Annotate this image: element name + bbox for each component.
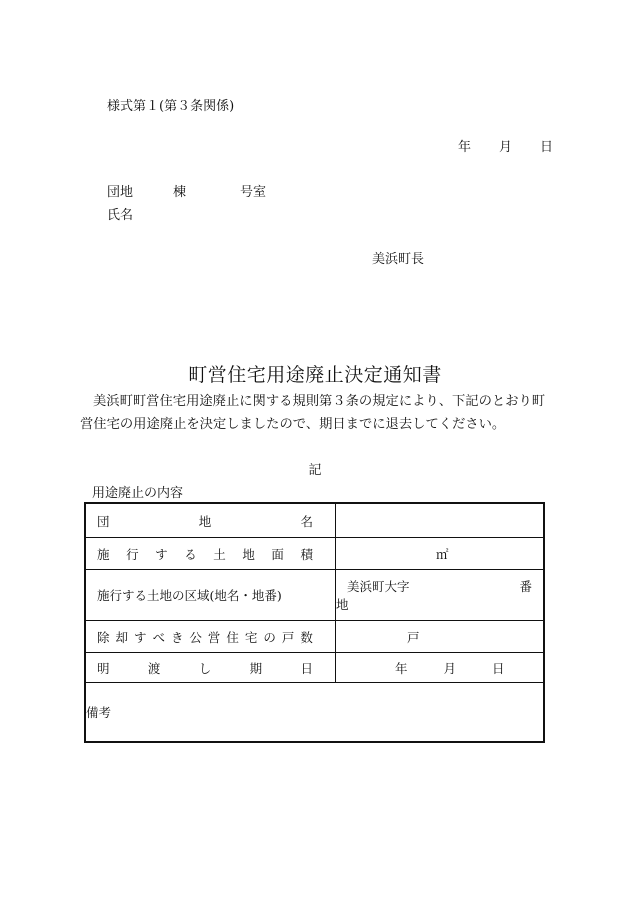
table-row xyxy=(85,683,544,743)
table-row xyxy=(85,503,544,538)
value-vacate-date xyxy=(336,653,545,683)
vacate-month: 月 xyxy=(443,660,457,676)
form-label: 様式第１(第３条関係) xyxy=(107,99,235,114)
recipient-goushitsu: 号室 xyxy=(240,185,267,200)
details-table xyxy=(84,502,545,743)
label-char: の xyxy=(263,629,276,645)
section-label: 用途廃止の内容 xyxy=(92,486,184,501)
zone-prefix: 美浜町大字 xyxy=(347,579,410,594)
label-char: 地 xyxy=(242,546,255,562)
label-char: 数 xyxy=(300,629,313,645)
date-day: 日 xyxy=(540,140,554,155)
label-char: 名 xyxy=(300,513,313,529)
remarks-label: 備考 xyxy=(86,705,112,720)
label-char: 団 xyxy=(97,513,110,529)
notice-line-1: 美浜町町営住宅用途廃止に関する規則第３条の規定により、下記のとおり町 xyxy=(93,394,546,409)
label-land-area xyxy=(85,538,336,570)
unit-ko: 戸 xyxy=(407,629,420,645)
label-char: し xyxy=(198,660,212,676)
vacate-day: 日 xyxy=(492,660,505,676)
table-row xyxy=(85,538,544,570)
notice-body xyxy=(80,390,556,436)
label-char: 積 xyxy=(300,546,313,562)
remarks-cell xyxy=(85,683,544,743)
ki-heading: 記 xyxy=(308,463,322,478)
value-land-area xyxy=(336,538,545,570)
value-danchi-mei xyxy=(336,503,545,538)
date-month: 月 xyxy=(499,140,513,155)
label-char: 公 xyxy=(189,629,202,645)
label-char: す xyxy=(133,629,147,645)
value-land-zone xyxy=(336,570,545,621)
label-char: べ xyxy=(152,629,165,645)
label-char: 面 xyxy=(271,546,284,562)
label-danchi-mei xyxy=(85,503,336,538)
recipient-tou: 棟 xyxy=(173,185,187,200)
label-char: 行 xyxy=(126,546,139,562)
recipient-danchi: 団地 xyxy=(107,185,134,200)
label-char: 宅 xyxy=(244,629,258,645)
table-row xyxy=(85,653,544,683)
page-title: 町営住宅用途廃止決定通知書 xyxy=(188,364,442,386)
table-row xyxy=(85,621,544,653)
table-row xyxy=(85,570,544,621)
zone-suffix: 番地 xyxy=(336,579,533,612)
notice-line-2: 営住宅の用途廃止を決定しましたので、期日までに退去してください。 xyxy=(80,417,506,432)
sender: 美浜町長 xyxy=(372,252,425,267)
recipient-name: 氏名 xyxy=(107,208,134,223)
issue-date xyxy=(458,136,553,155)
date-year: 年 xyxy=(458,140,472,155)
label-char: 戸 xyxy=(281,629,295,645)
label-land-zone: 施行する土地の区域(地名・地番) xyxy=(85,570,336,621)
unit-square-meter: ㎡ xyxy=(436,546,449,562)
label-char: 土 xyxy=(213,546,226,562)
label-char: 施 xyxy=(97,546,110,562)
label-char: る xyxy=(184,546,197,562)
label-char: 日 xyxy=(300,660,313,676)
recipient-address xyxy=(107,181,266,200)
vacate-year: 年 xyxy=(395,660,408,676)
label-housing-count xyxy=(85,621,336,653)
label-char: 期 xyxy=(249,660,263,676)
label-vacate-date xyxy=(85,653,336,683)
label-char: 却 xyxy=(115,629,128,645)
label-char: 営 xyxy=(207,629,221,645)
label-char: 住 xyxy=(226,629,239,645)
value-housing-count xyxy=(336,621,545,653)
label-char: 渡 xyxy=(147,660,161,676)
label-char: 地 xyxy=(198,513,212,529)
label-char: 明 xyxy=(97,660,110,676)
label-char: き xyxy=(170,629,184,645)
label-char: す xyxy=(155,546,168,562)
label-char: 除 xyxy=(97,629,110,645)
